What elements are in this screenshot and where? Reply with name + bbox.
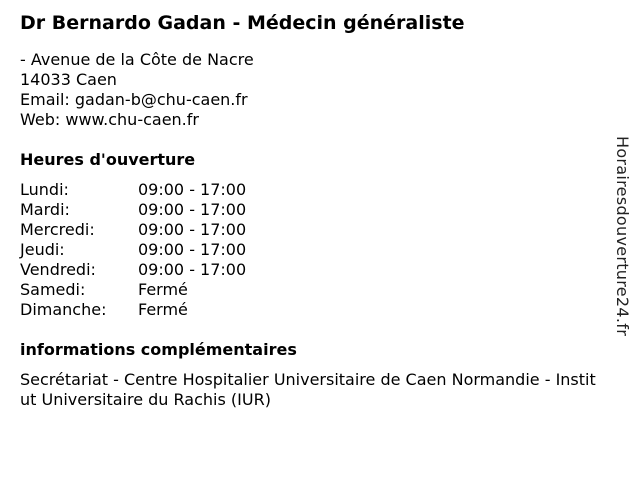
hours-time: 09:00 - 17:00 xyxy=(138,180,247,199)
watermark-text: Horairesdouverture24.fr xyxy=(613,136,632,337)
hours-day: Mercredi: xyxy=(20,220,95,239)
hours-time: Fermé xyxy=(138,280,188,299)
hours-day: Dimanche: xyxy=(20,300,107,319)
address-email: Email: gadan-b@chu-caen.fr xyxy=(20,90,248,109)
address-city: 14033 Caen xyxy=(20,70,117,89)
hours-row xyxy=(20,180,610,200)
hours-day: Samedi: xyxy=(20,280,86,299)
hours-day: Vendredi: xyxy=(20,260,96,279)
hours-day: Jeudi: xyxy=(20,240,65,259)
hours-table xyxy=(20,180,610,320)
page-title: Dr Bernardo Gadan - Médecin généraliste xyxy=(20,12,465,34)
address-block xyxy=(20,50,610,130)
hours-row xyxy=(20,240,610,260)
hours-time: 09:00 - 17:00 xyxy=(138,200,247,219)
address-web: Web: www.chu-caen.fr xyxy=(20,110,199,129)
hours-time: 09:00 - 17:00 xyxy=(138,220,247,239)
info-text: Secrétariat - Centre Hospitalier Universitaire de Caen Normandie - Institut Universitaire du Rachis (IUR) xyxy=(20,370,596,409)
hours-heading: Heures d'ouverture xyxy=(20,150,196,169)
listing-content xyxy=(20,10,610,410)
info-heading: informations complémentaires xyxy=(20,340,297,359)
hours-day: Lundi: xyxy=(20,180,69,199)
hours-row xyxy=(20,200,610,220)
hours-row xyxy=(20,220,610,240)
hours-time: 09:00 - 17:00 xyxy=(138,240,247,259)
hours-row xyxy=(20,280,610,300)
hours-row xyxy=(20,260,610,280)
hours-time: Fermé xyxy=(138,300,188,319)
hours-row xyxy=(20,300,610,320)
hours-day: Mardi: xyxy=(20,200,70,219)
address-street: - Avenue de la Côte de Nacre xyxy=(20,50,254,69)
hours-time: 09:00 - 17:00 xyxy=(138,260,247,279)
